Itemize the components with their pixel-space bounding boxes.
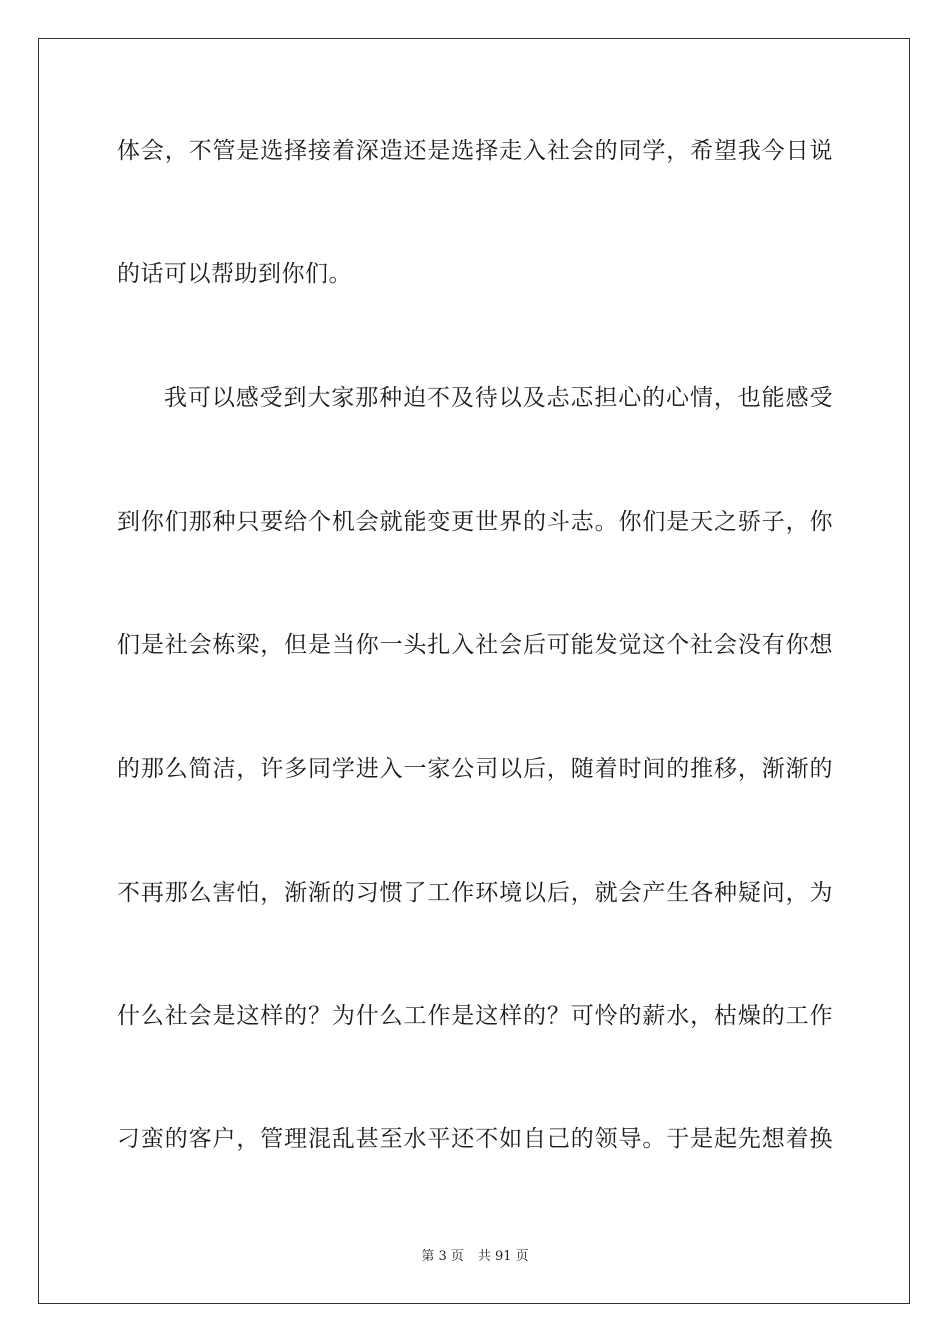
body-line: 的话可以帮助到你们。 xyxy=(117,261,352,287)
body-line: 到你们那种只要给个机会就能变更世界的斗志。你们是天之骄子，你 xyxy=(117,509,833,535)
body-line: 的那么简洁，许多同学进入一家公司以后，随着时间的推移，渐渐的 xyxy=(117,756,833,782)
body-line: 不再那么害怕，渐渐的习惯了工作环境以后，就会产生各种疑问，为 xyxy=(117,880,833,906)
page-frame xyxy=(38,38,910,1304)
body-line: 们是社会栋梁，但是当你一头扎入社会后可能发觉这个社会没有你想 xyxy=(117,632,833,658)
page-total: 共 91 页 xyxy=(477,1249,529,1264)
body-line: 什么社会是这样的？为什么工作是这样的？可怜的薪水，枯燥的工作 xyxy=(117,1003,833,1029)
page-number: 第 3 页 xyxy=(421,1249,464,1264)
paragraph-first-line: 我可以感受到大家那种迫不及待以及忐忑担心的心情，也能感受 xyxy=(164,385,833,411)
body-line: 体会，不管是选择接着深造还是选择走入社会的同学，希望我今日说 xyxy=(117,138,833,164)
body-line: 刁蛮的客户，管理混乱甚至水平还不如自己的领导。于是起先想着换 xyxy=(117,1126,833,1152)
page-footer xyxy=(0,1249,950,1265)
